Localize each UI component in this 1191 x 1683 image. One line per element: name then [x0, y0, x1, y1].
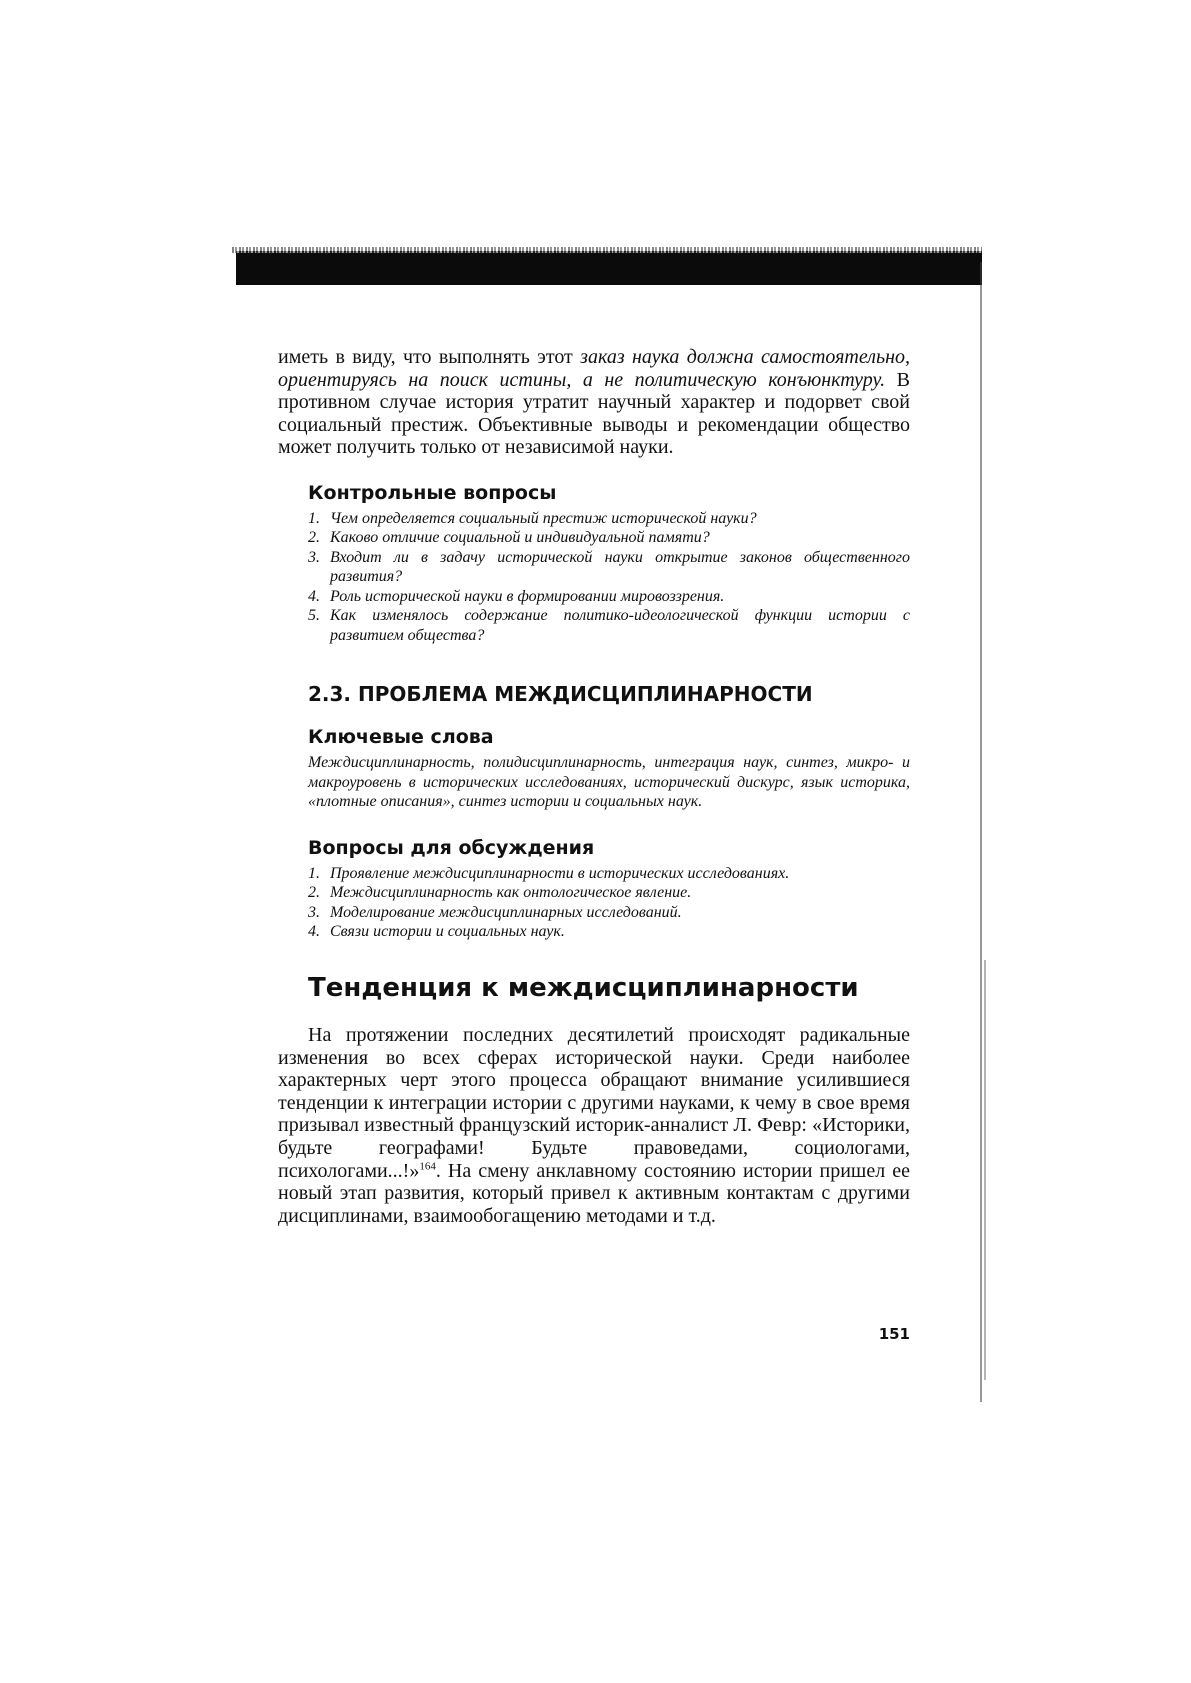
item-number: 4. — [308, 923, 320, 941]
item-number: 4. — [308, 587, 320, 605]
tendency-heading: Тенденция к междисциплинарности — [308, 972, 859, 1003]
list-item — [278, 864, 910, 884]
tendency-paragraph — [278, 1024, 910, 1227]
item-number: 2. — [308, 884, 320, 902]
intro-paragraph — [278, 346, 910, 459]
item-text: Как изменялось содержание политико-идеологической функции истории с развитием общества? — [330, 607, 910, 644]
item-text: Проявление междисциплинарности в исторических исследованиях. — [330, 864, 790, 882]
keywords-text: Междисциплинарность, полидисциплинарность, интеграция наук, синтез, микро- и макроуровень в исторических исследованиях, исторический дискурс, язык историка, «плотные описания», синтез истории и социальных наук. — [308, 754, 910, 811]
list-item — [278, 606, 910, 645]
scan-edge-line — [984, 960, 986, 1380]
list-item — [278, 883, 910, 903]
list-item — [278, 528, 910, 548]
scan-edge-line — [980, 262, 982, 1402]
item-text: Входит ли в задачу исторической науки открытие законов общественного развития? — [330, 548, 910, 586]
item-number: 3. — [308, 903, 320, 921]
list-item — [278, 587, 910, 607]
item-number: 1. — [308, 864, 320, 882]
tendency-text-b: . На смену анклавному состоянию истории пришел ее новый этап развития, который привел к активным контактам с другими дисциплинами, взаимообогащению методами и т.д. — [278, 1159, 910, 1227]
chapter-header-bar — [236, 251, 982, 285]
tendency-text-a: На протяжении последних десятилетий происходят радикальные изменения во всех сферах исторической науки. Среди наиболее характерных черт этого процесса обращают внимание усилившиеся тенденции к интеграции истории с другими науками, к чему в свое время призывал известный французский историк-анналист Л. Февр: «Историки, будьте географами! Будьте правоведами, социологами, психологами...!» — [278, 1023, 910, 1182]
intro-text-c: В противном случае история утратит научный характер и подорвет свой социальный престиж. Объективные выводы и рекомендации общество может получить только от независимой науки. — [278, 368, 910, 459]
list-item — [278, 922, 910, 942]
item-number: 1. — [308, 509, 320, 527]
item-number: 3. — [308, 548, 320, 566]
item-text: Междисциплинарность как онтологическое явление. — [330, 884, 692, 902]
item-text: Связи истории и социальных наук. — [330, 923, 565, 941]
intro-text-a: иметь в виду, что выполнять этот — [278, 346, 581, 368]
footnote-ref: 164 — [419, 1159, 436, 1172]
control-questions-heading: Контрольные вопросы — [308, 481, 557, 504]
list-item — [278, 548, 910, 587]
intro-text-italic: заказ наука должна самостоятельно, ориентируясь на поиск истины, а не политическую конъюнктуру. — [278, 346, 910, 391]
discussion-heading: Вопросы для обсуждения — [308, 836, 595, 859]
list-item — [278, 903, 910, 923]
keywords-heading: Ключевые слова — [308, 726, 494, 749]
item-number: 5. — [308, 607, 320, 625]
item-text: Роль исторической науки в формировании мировоззрения. — [330, 587, 725, 605]
item-number: 2. — [308, 529, 320, 547]
control-questions-list — [278, 509, 910, 646]
item-text: Каково отличие социальной и индивидуальной памяти? — [330, 529, 710, 547]
list-item — [278, 509, 910, 529]
page-content — [278, 346, 910, 1227]
page-number: 151 — [878, 1325, 910, 1343]
item-text: Чем определяется социальный престиж исторической науки? — [330, 509, 757, 527]
section-title: 2.3. ПРОБЛЕМА МЕЖДИСЦИПЛИНАРНОСТИ — [308, 682, 813, 707]
item-text: Моделирование междисциплинарных исследований. — [330, 903, 682, 921]
discussion-list — [278, 864, 910, 942]
